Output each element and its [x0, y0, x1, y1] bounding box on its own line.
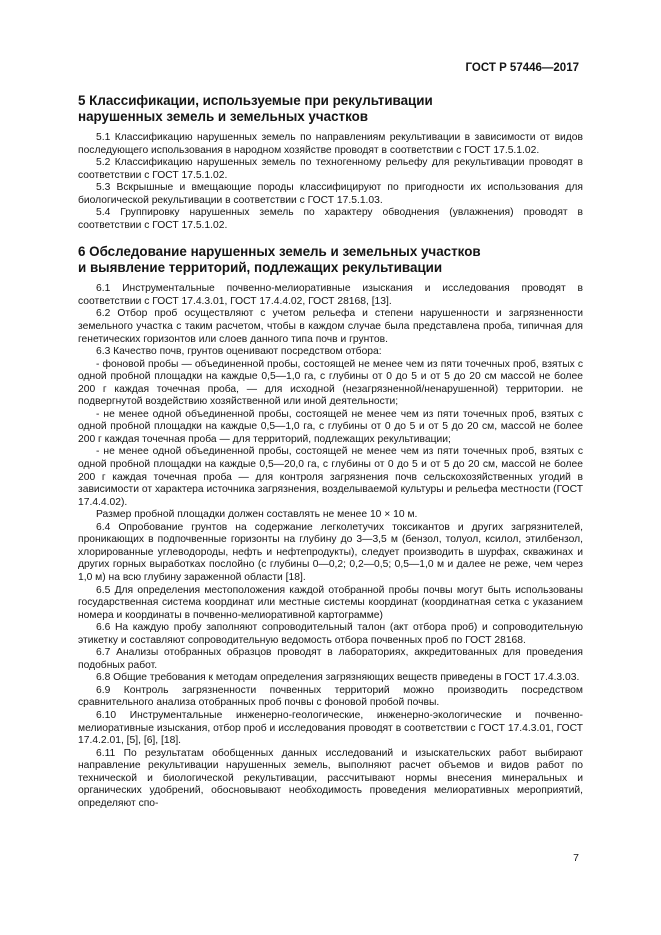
paragraph-6-11: 6.11 По результатам обобщенных данных исследований и изыскательских работ выбирают направление рекультивации нарушенных земель, выполняют расчет объемов и видов работ по технической и биологической рекультивации, рассчитывают нормы внесения минеральных и органических удобрений, обосновывают необходимость проведения мелиоративных мероприятий, определяют спо- [78, 747, 583, 809]
paragraph-5-2: 5.2 Классификацию нарушенных земель по техногенному рельефу для рекультивации проводят в соответствии с ГОСТ 17.5.1.02. [78, 157, 583, 181]
section-6-title-line-2: и выявление территорий, подлежащих рекультивации [78, 260, 443, 276]
paragraph-6-7: 6.7 Анализы отобранных образцов проводят в лабораториях, аккредитованных для проведения подобных работ. [78, 647, 583, 671]
paragraph-6-4: 6.4 Опробование грунтов на содержание легколетучих токсикантов и других загрязнителей, проникающих в подпочвенные горизонты на глубину до 3—3,5 м (бензол, толуол, ксилол, этилбензол, хлорированные углеводороды, нефть и нефтепродукты), следует производить в шурфах, скважинах и других горных выработках послойно (с глубины 0—0,2; 0,2—0,5; 0,5—1,0 м и далее не реже, чем через 1,0 м) на всю глубину зараженной области [18]. [78, 521, 583, 583]
paragraph-plot-size: Размер пробной площадки должен составлять не менее 10 × 10 м. [96, 509, 418, 521]
section-5-title-line-1: 5 Классификации, используемые при рекультивации [78, 93, 433, 108]
list-item-reclamation-sample: - не менее одной объединенной пробы, состоящей не менее чем из пяти точечных проб, взятых с одной пробной площадки на каждые 0,5—1,0 га, с глубины от 0 до 5 и от 5 до 20 см, массой не более 200 г каждая точечная проба — для территорий, подлежащих рекультивации; [78, 408, 583, 445]
paragraph-6-10: 6.10 Инструментальные инженерно-геологические, инженерно-экологические и почвенно-мелиоративные изыскания, отбор проб и исследования проводят в соответствии с ГОСТ 17.4.3.01, ГОСТ 17.4.2.01, [5], [6], [18]. [78, 709, 583, 747]
paragraph-6-9: 6.9 Контроль загрязненности почвенных территорий можно производить посредством сравнительного анализа отобранных проб почвы с фоновой пробой почвы. [78, 684, 583, 709]
paragraph-6-1: 6.1 Инструментальные почвенно-мелиоративные изыскания и исследования проводят в соответствии с ГОСТ 17.4.3.01, ГОСТ 17.4.4.02, ГОСТ 28168, [13]. [78, 283, 583, 307]
section-6-heading [78, 244, 583, 276]
paragraph-5-4: 5.4 Группировку нарушенных земель по характеру обводнения (увлажнения) проводят в соответствии с ГОСТ 17.5.1.02. [78, 207, 583, 231]
paragraph-5-3: 5.3 Вскрышные и вмещающие породы классифицируют по пригодности их использования для биологической рекультивации в соответствии с ГОСТ 17.5.1.03. [78, 182, 583, 206]
list-item-background-sample: - фоновой пробы — объединенной пробы, состоящей не менее чем из пяти точечных проб, взятых с одной пробной площадки на каждые 0,5—1,0 га, с глубины от 0 до 5 и от 5 до 20 см массой не более 200 г каждая точечная проба, — для исходной (незагрязненной/ненарушенной) территории. не подвергнутой воздействию хозяйственной или иной деятельности; [78, 358, 583, 408]
section-5-heading [78, 93, 583, 125]
paragraph-6-2: 6.2 Отбор проб осуществляют с учетом рельефа и степени нарушенности и загрязненности земельного участка с таким расчетом, чтобы в каждом случае была представлена проба, типичная для генетических горизонтов или слоев данного типа почв и грунтов. [78, 308, 583, 345]
list-item-control-sample: - не менее одной объединенной пробы, состоящей не менее чем из пяти точечных проб, взятых с одной пробной площадки на каждые 0,5—20,0 га, с глубины от 0 до 5 и от 5 до 20 см, массой не более 200 г каждая точечная проба — для контроля загрязнения почв сельскохозяйственных угодий в зависимости от характера источника загрязнения, возделываемой культуры и рельефа местности (ГОСТ 17.4.4.02). [78, 446, 583, 508]
paragraph-6-8: 6.8 Общие требования к методам определения загрязняющих веществ приведены в ГОСТ 17.4.3.03. [96, 672, 580, 684]
paragraph-6-5: 6.5 Для определения местоположения каждой отобранной пробы почвы могут быть использованы государственная система координат или местные системы координат (координатная сетка с указанием номера и координаты в почвенно-мелиоративной картограмме) [78, 584, 583, 621]
page-content [78, 87, 583, 810]
paragraph-5-1: 5.1 Классификацию нарушенных земель по направлениям рекультивации в зависимости от видов последующего использования в народном хозяйстве проводят в соответствии с ГОСТ 17.5.1.02. [78, 132, 583, 156]
section-6-title-line-1: 6 Обследование нарушенных земель и земельных участков [78, 244, 481, 260]
section-5-title-line-2: нарушенных земель и земельных участков [78, 109, 369, 124]
paragraph-6-6: 6.6 На каждую пробу заполняют сопроводительный талон (акт отбора проб) и сопроводительную этикетку и составляют сопроводительную ведомость отбора почвенных проб по ГОСТ 28168. [78, 622, 583, 646]
document-standard-id: ГОСТ Р 57446—2017 [465, 62, 579, 74]
paragraph-6-3: 6.3 Качество почв, грунтов оценивают посредством отбора: [96, 346, 382, 358]
page-number: 7 [573, 852, 579, 864]
